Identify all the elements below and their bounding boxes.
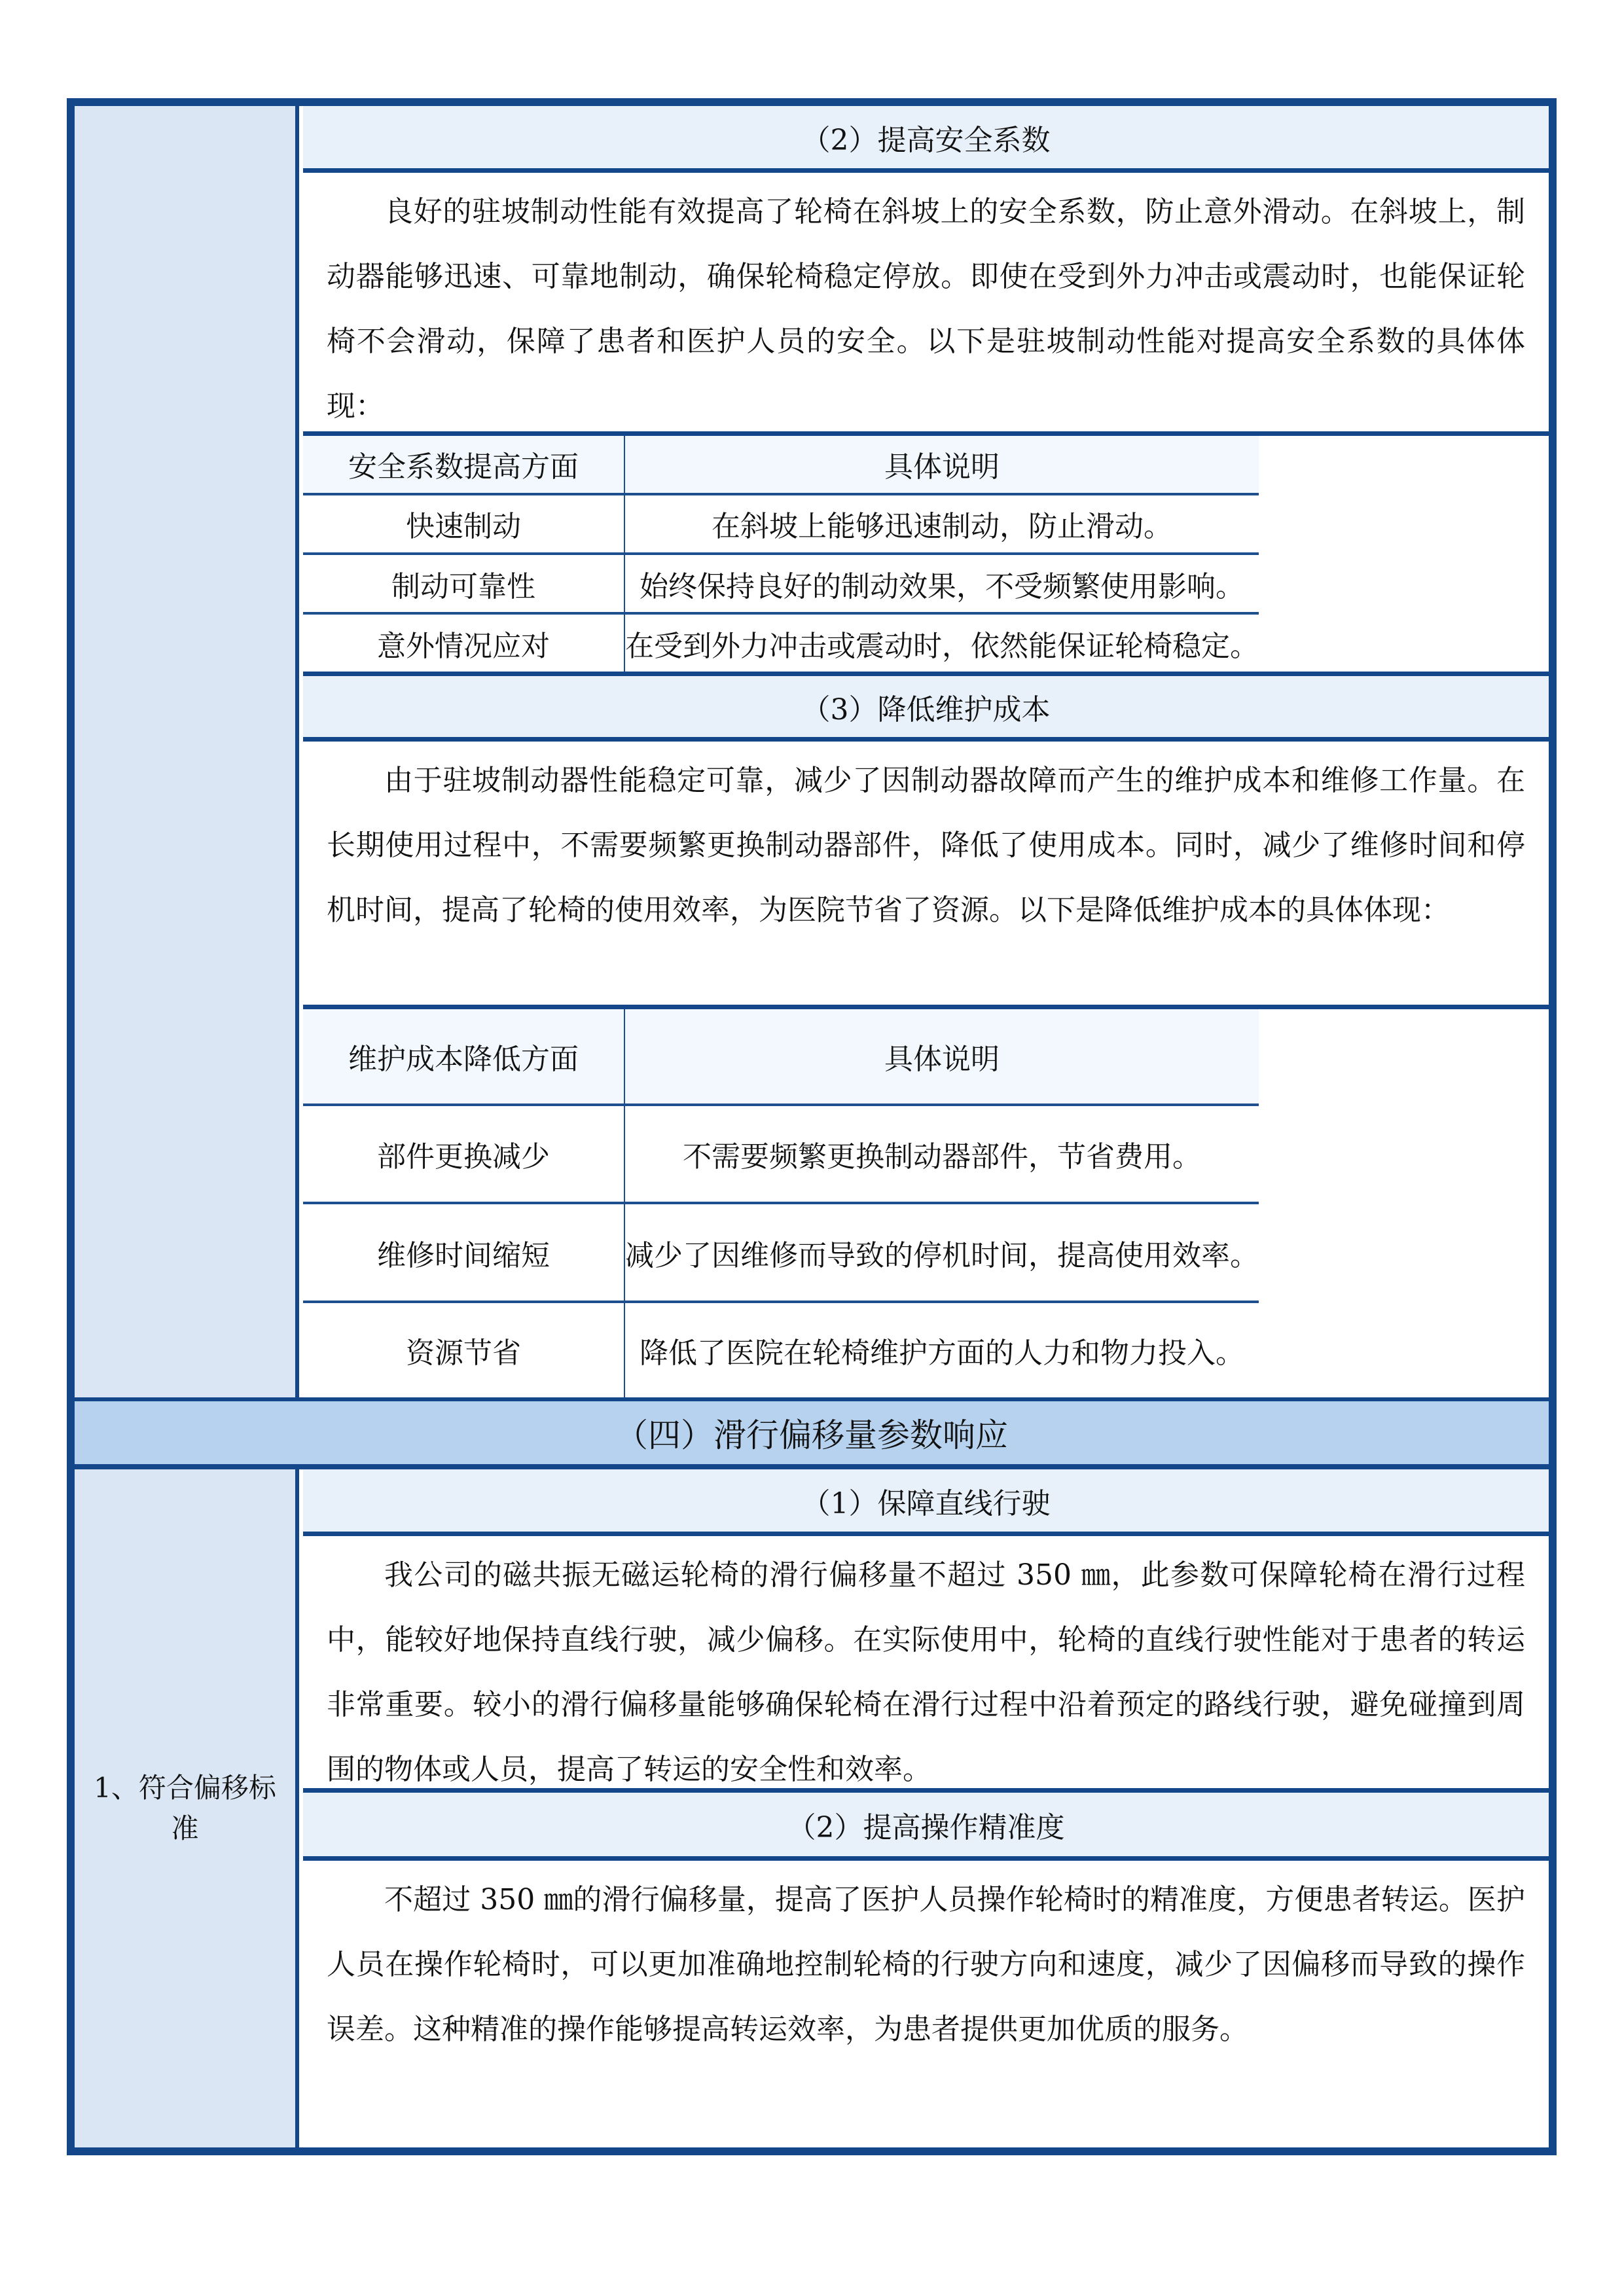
table-row [303,613,1259,672]
left-column-block2 [75,1469,299,2147]
table-row [303,1105,1259,1203]
paragraph-straight-driving: 我公司的磁共振无磁运轮椅的滑行偏移量不超过 350 ㎜，此参数可保障轮椅在滑行过程中，能较好地保持直线行驶，减少偏移。在实际使用中，轮椅的直线行驶性能对于患者的转运非常重要。较小的滑行偏移量能够确保轮椅在滑行过程中沿着预定的路线行驶，避免碰撞到周围的物体或人员，提高了转运的安全性和效率。 [303,1536,1549,1793]
subheading-improve-safety: （2）提高安全系数 [303,106,1549,173]
table-cell: 制动可靠性 [303,554,624,613]
paragraph-operation-precision: 不超过 350 ㎜的滑行偏移量，提高了医护人员操作轮椅时的精准度，方便患者转运。医护人员在操作轮椅时，可以更加准确地控制轮椅的行驶方向和速度，减少了因偏移而导致的操作误差。这种精准的操作能够提高转运效率，为患者提供更加优质的服务。 [303,1861,1549,2147]
table-row [303,1203,1259,1301]
cost-table [303,1009,1259,1397]
table-cell: 始终保持良好的制动效果，不受频繁使用影响。 [624,554,1259,613]
table-header-cell: 维护成本降低方面 [303,1009,624,1105]
table-cell: 在斜坡上能够迅速制动，防止滑动。 [624,494,1259,554]
left-label-block2: 1、符合偏移标准 [94,1772,276,1844]
block1-content [303,106,1549,1397]
paragraph-improve-safety: 良好的驻坡制动性能有效提高了轮椅在斜坡上的安全系数，防止意外滑动。在斜坡上，制动器能够迅速、可靠地制动，确保轮椅稳定停放。即使在受到外力冲击或震动时，也能保证轮椅不会滑动，保障了患者和医护人员的安全。以下是驻坡制动性能对提高安全系数的具体体现： [303,173,1549,436]
table-row [303,554,1259,613]
paragraph-reduce-cost: 由于驻坡制动器性能稳定可靠，减少了因制动器故障而产生的维护成本和维修工作量。在长期使用过程中，不需要频繁更换制动器部件，降低了使用成本。同时，减少了维修时间和停机时间，提高了轮椅的使用效率，为医院节省了资源。以下是降低维护成本的具体体现： [303,742,1549,1009]
table-row [303,1302,1259,1397]
table-cell: 资源节省 [303,1302,624,1397]
subheading-reduce-cost: （3）降低维护成本 [303,676,1549,742]
section-heading: （四）滑行偏移量参数响应 [75,1397,1549,1469]
table-header-row [303,436,1259,494]
table-cell: 在受到外力冲击或震动时，依然能保证轮椅稳定。 [625,629,1259,663]
table-cell: 意外情况应对 [303,613,624,672]
block2-content [303,1469,1549,2147]
subheading-operation-precision: （2）提高操作精准度 [303,1793,1549,1861]
table-row [303,494,1259,554]
table-header-row [303,1009,1259,1105]
table-header-cell: 安全系数提高方面 [303,436,624,494]
table-cell: 不需要频繁更换制动器部件，节省费用。 [624,1105,1259,1203]
document-table [67,98,1557,2155]
table-cell: 快速制动 [303,494,624,554]
table-cell: 维修时间缩短 [303,1203,624,1301]
divider [303,672,1549,676]
subheading-straight-driving: （1）保障直线行驶 [303,1469,1549,1536]
table-cell: 减少了因维修而导致的停机时间，提高使用效率。 [624,1203,1259,1301]
table-cell: 部件更换减少 [303,1105,624,1203]
left-column-block1 [75,106,299,1397]
table-header-cell: 具体说明 [624,1009,1259,1105]
table-header-cell: 具体说明 [624,436,1259,494]
safety-table [303,436,1259,672]
table-cell: 降低了医院在轮椅维护方面的人力和物力投入。 [640,1336,1244,1370]
